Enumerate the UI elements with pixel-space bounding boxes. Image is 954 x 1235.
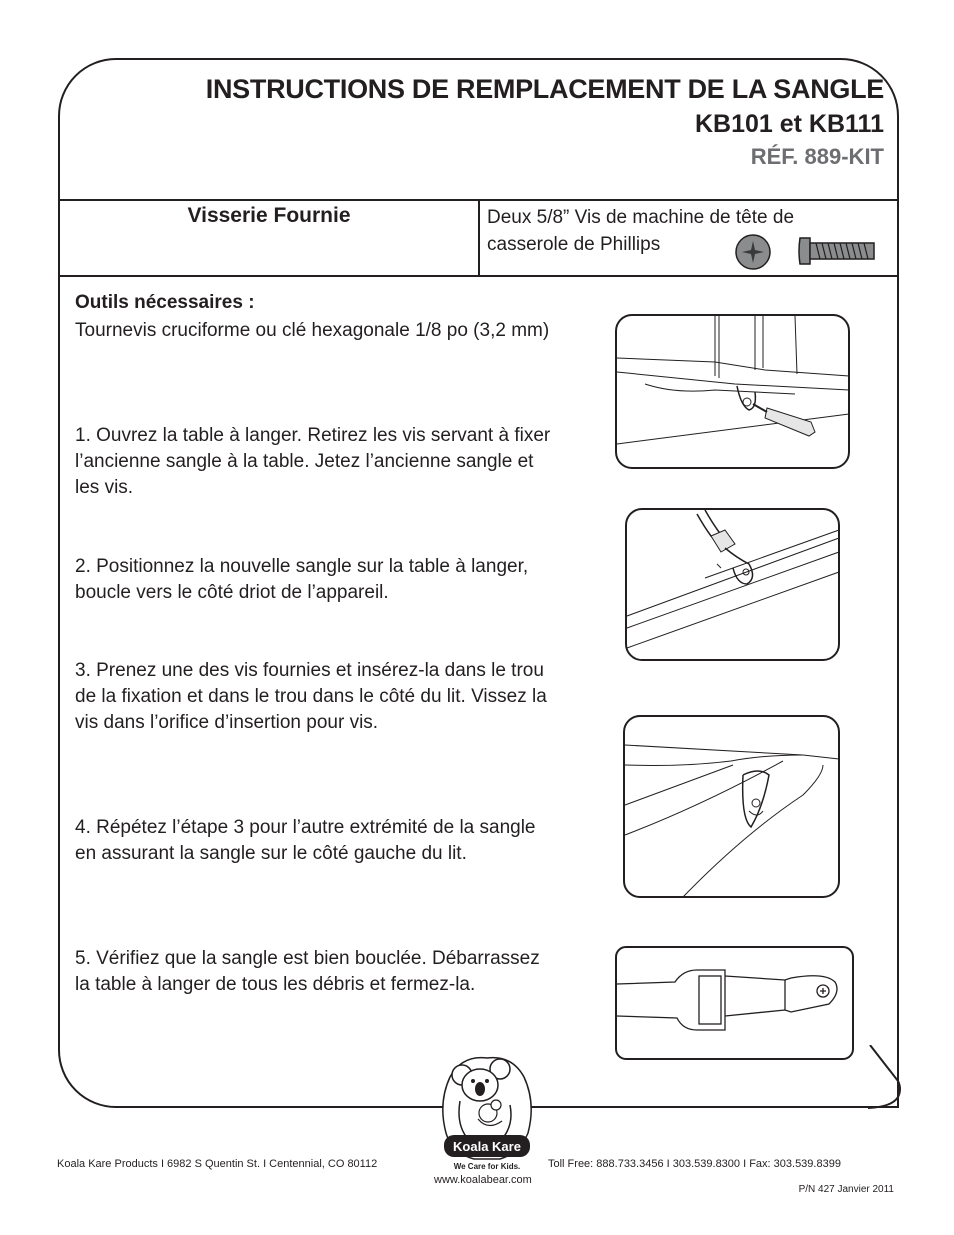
- step-3-illustration: [623, 715, 841, 899]
- hardware-divider: [478, 200, 480, 276]
- step-4: 4. Répétez l’étape 3 pour l’autre extrémité de la sangle en assurant la sangle sur le côté gauche du lit.: [75, 817, 536, 864]
- step-3: 3. Prenez une des vis fournies et insérez-la dans le trou de la fixation et dans le trou dans le côté du lit. Vissez la vis dans l’orifice d’insertion pour vis.: [75, 660, 547, 733]
- tools-title: Outils nécessaires :: [75, 292, 255, 313]
- step-2: 2. Positionnez la nouvelle sangle sur la table à langer, boucle vers le côté driot de l’appareil.: [75, 556, 529, 603]
- company-contact: Toll Free: 888.733.3456 I 303.539.8300 I Fax: 303.539.8399: [548, 1158, 841, 1170]
- hardware-description: Deux 5/8” Vis de machine de tête de casserole de Phillips: [487, 207, 795, 255]
- hardware-label: Visserie Fournie: [187, 204, 351, 227]
- step-1-illustration: [615, 314, 851, 470]
- tools-text: Tournevis cruciforme ou clé hexagonale 1/8 po (3,2 mm): [75, 320, 550, 341]
- step-2-illustration: [625, 508, 841, 662]
- page-title: INSTRUCTIONS DE REMPLACEMENT DE LA SANGLE: [205, 74, 884, 104]
- company-website-link[interactable]: www.koalabear.com: [434, 1174, 532, 1186]
- screw-side-icon: [796, 232, 878, 270]
- step-1: 1. Ouvrez la table à langer. Retirez les vis servant à fixer l’ancienne sangle à la table. Jetez l’ancienne sangle et les vis.: [75, 425, 551, 498]
- step-5: 5. Vérifiez que la sangle est bien bouclée. Débarrassez la table à langer de tous les débris et fermez-la.: [75, 948, 540, 995]
- part-number: P/N 427 Janvier 2011: [798, 1184, 894, 1195]
- screw-head-icon: [733, 233, 775, 271]
- logo-tagline: We Care for Kids.: [453, 1162, 521, 1171]
- step-5-illustration: [615, 946, 855, 1061]
- logo-brand: Koala Kare: [453, 1139, 521, 1154]
- frame-corner: [868, 1045, 901, 1110]
- company-address: Koala Kare Products I 6982 S Quentin St. I Centennial, CO 80112: [57, 1158, 378, 1170]
- divider-bottom: [59, 275, 898, 277]
- reference-number: RÉF. 889-KIT: [750, 144, 884, 169]
- koala-kare-logo: [440, 1055, 534, 1173]
- model-numbers: KB101 et KB111: [694, 110, 884, 138]
